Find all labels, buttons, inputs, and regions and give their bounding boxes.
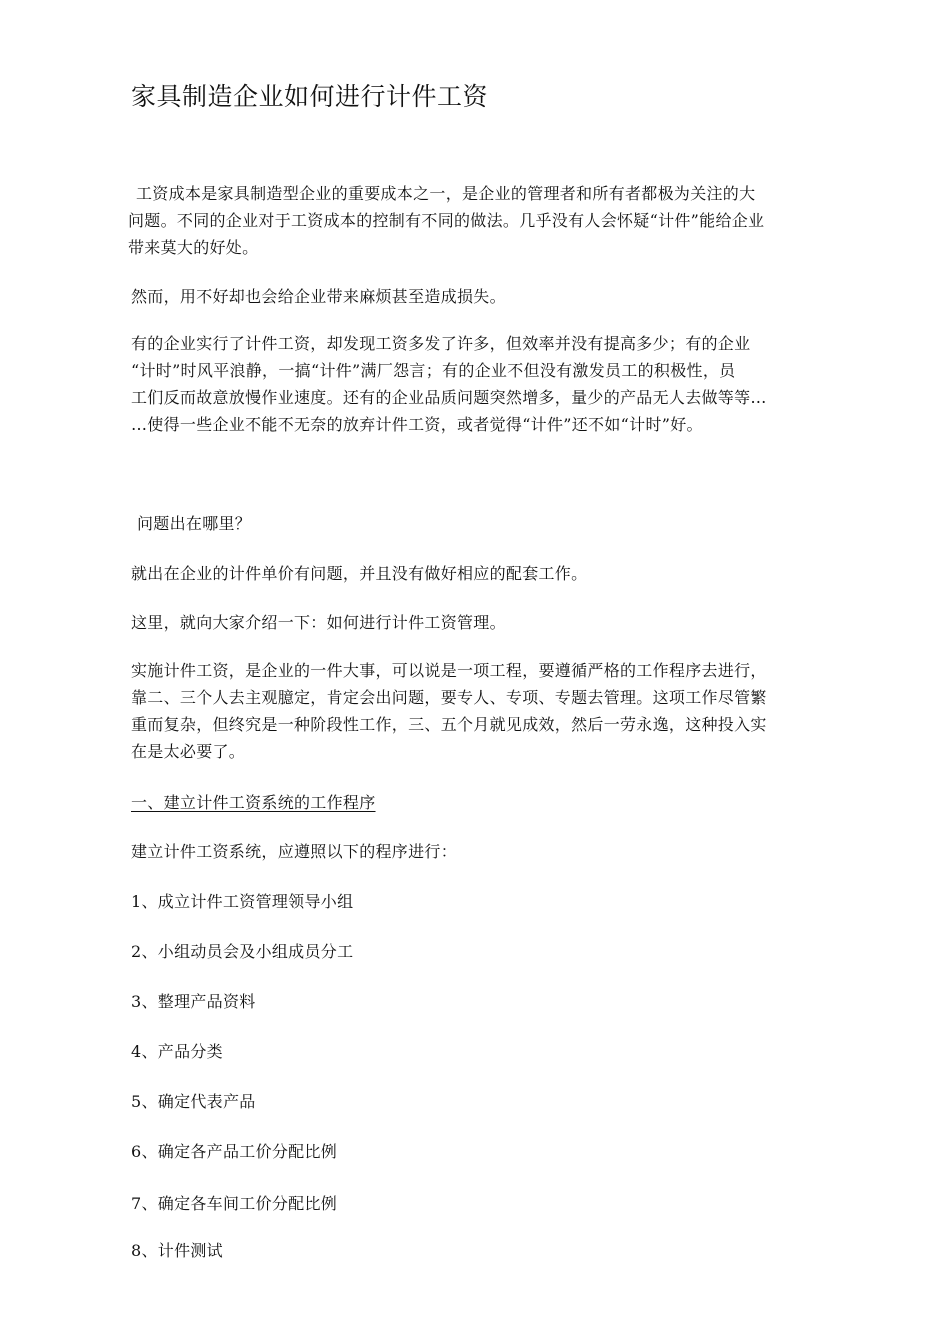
section-heading (131, 789, 831, 816)
list-item: 4、产品分类 (131, 1042, 223, 1061)
paragraph-line: 问题出在哪里？ (137, 514, 252, 533)
paragraph-cases (131, 330, 831, 438)
list-item: 2、小组动员会及小组成员分工 (131, 942, 354, 961)
paragraph-line: 工们反而故意放慢作业速度。还有的企业品质问题突然增多，量少的产品无人去做等等… (131, 388, 767, 407)
paragraph-however (131, 283, 831, 310)
paragraph-line: 实施计件工资，是企业的一件大事，可以说是一项工程，要遵循严格的工作程序去进行， (131, 661, 767, 680)
list-item: 7、确定各车间工价分配比例 (131, 1194, 338, 1213)
paragraph-line: 重而复杂，但终究是一种阶段性工作，三、五个月就见成效，然后一劳永逸，这种投入实 (131, 715, 767, 734)
paragraph-question (131, 510, 831, 537)
paragraph-intro (128, 180, 831, 261)
document-title: 家具制造企业如何进行计件工资 (131, 82, 489, 111)
paragraph-line: 就出在企业的计件单价有问题，并且没有做好相应的配套工作。 (131, 564, 588, 583)
paragraph-line: 有的企业实行了计件工资，却发现工资多发了许多，但效率并没有提高多少；有的企业 (131, 334, 751, 353)
paragraph-implement (131, 657, 831, 765)
list-item: 8、计件测试 (131, 1241, 223, 1260)
paragraph-intro-management (131, 609, 831, 636)
paragraph-line: 带来莫大的好处。 (128, 238, 259, 257)
paragraph-line: “计时”时风平浪静，一搞“计件”满厂怨言；有的企业不但没有激发员工的积极性，员 (131, 361, 736, 380)
list-item: 1、成立计件工资管理领导小组 (131, 892, 354, 911)
paragraph-line: 工资成本是家具制造型企业的重要成本之一，是企业的管理者和所有者都极为关注的大 (136, 184, 756, 203)
paragraph-line: …使得一些企业不能不无奈的放弃计件工资，或者觉得“计件”还不如“计时”好。 (131, 415, 703, 434)
list-item: 6、确定各产品工价分配比例 (131, 1142, 338, 1161)
paragraph-line: 靠二、三个人去主观臆定，肯定会出问题，要专人、专项、专题去管理。这项工作尽管繁 (131, 688, 767, 707)
section-lead (131, 838, 831, 865)
list-item: 3、整理产品资料 (131, 992, 256, 1011)
paragraph-line: 在是太必要了。 (131, 742, 246, 761)
paragraph-answer (131, 560, 831, 587)
paragraph-line: 建立计件工资系统，应遵照以下的程序进行： (131, 842, 458, 861)
paragraph-line: 问题。不同的企业对于工资成本的控制有不同的做法。几乎没有人会怀疑“计件”能给企业 (128, 211, 765, 230)
paragraph-line: 然而，用不好却也会给企业带来麻烦甚至造成损失。 (131, 287, 506, 306)
paragraph-line: 这里，就向大家介绍一下：如何进行计件工资管理。 (131, 613, 506, 632)
list-item: 5、确定代表产品 (131, 1092, 256, 1111)
section-heading-text: 一、建立计件工资系统的工作程序 (131, 793, 376, 812)
